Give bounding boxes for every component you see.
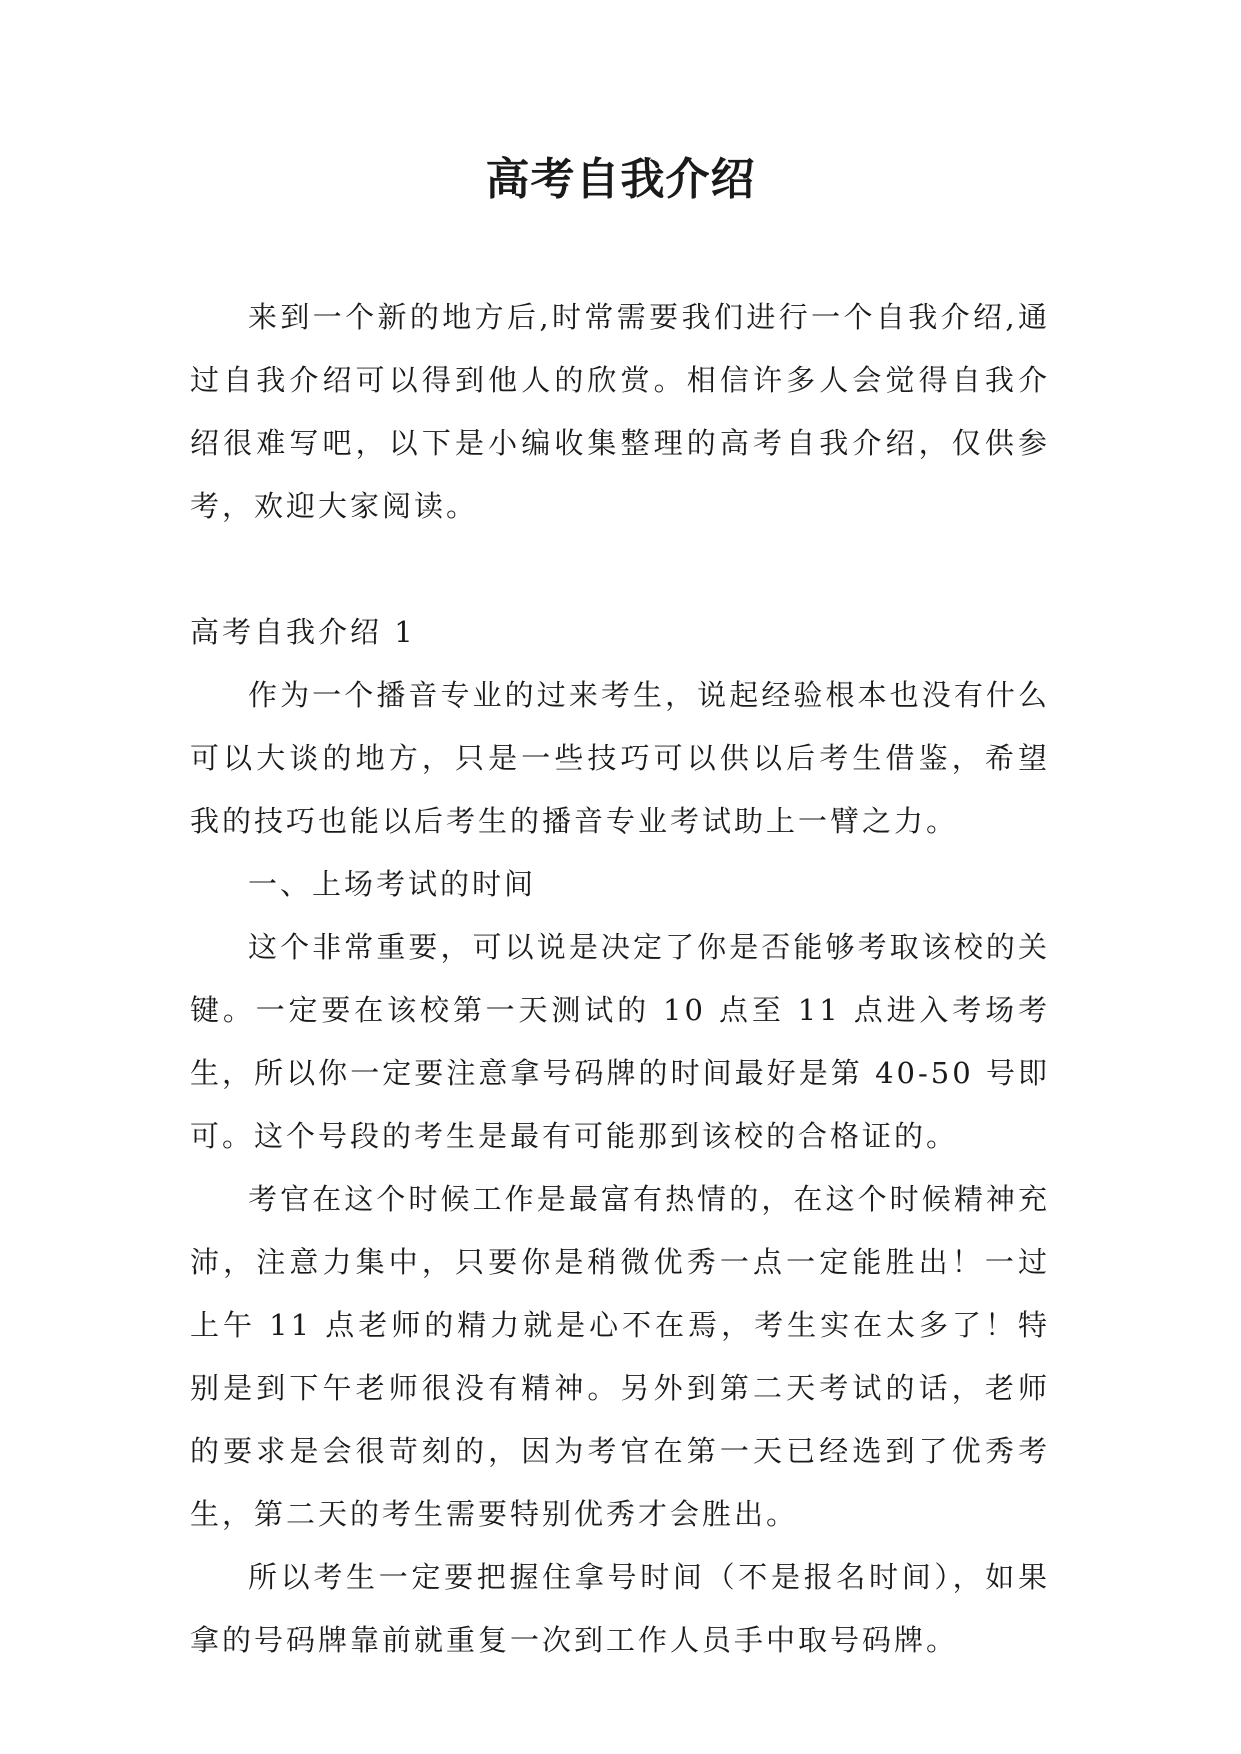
body-paragraph: 作为一个播音专业的过来考生，说起经验根本也没有什么可以大谈的地方，只是一些技巧可以供以后考生借鉴，希望我的技巧也能以后考生的播音专业考试助上一臂之力。 <box>190 678 1050 838</box>
subheading-paragraph: 一、上场考试的时间 <box>248 867 537 901</box>
paragraph-spacer <box>190 538 1050 601</box>
intro-paragraph: 来到一个新的地方后,时常需要我们进行一个自我介绍,通过自我介绍可以得到他人的欣赏。相信许多人会觉得自我介绍很难写吧，以下是小编收集整理的高考自我介绍，仅供参考，欢迎大家阅读。 <box>190 300 1050 523</box>
body-paragraph: 考官在这个时候工作是最富有热情的，在这个时候精神充沛，注意力集中，只要你是稍微优秀一点一定能胜出！一过上午 11 点老师的精力就是心不在焉，考生实在太多了！特别是到下午老师很没有精神。另外到第二天考试的话，老师的要求是会很苛刻的，因为考官在第一天已经选到了优秀考生，第二天的考生需要特别优秀才会胜出。 <box>190 1182 1050 1531</box>
body-paragraph: 所以考生一定要把握住拿号时间（不是报名时间），如果拿的号码牌靠前就重复一次到工作人员手中取号码牌。 <box>190 1560 1050 1657</box>
body-paragraph: 这个非常重要，可以说是决定了你是否能够考取该校的关键。一定要在该校第一天测试的 10 点至 11 点进入考场考生，所以你一定要注意拿号码牌的时间最好是第 40-50 号即可。这个号段的考生是最有可能那到该校的合格证的。 <box>190 930 1050 1153</box>
document-body <box>190 286 1050 1672</box>
section-heading: 高考自我介绍 1 <box>190 615 416 649</box>
document-title: 高考自我介绍 <box>485 154 756 205</box>
